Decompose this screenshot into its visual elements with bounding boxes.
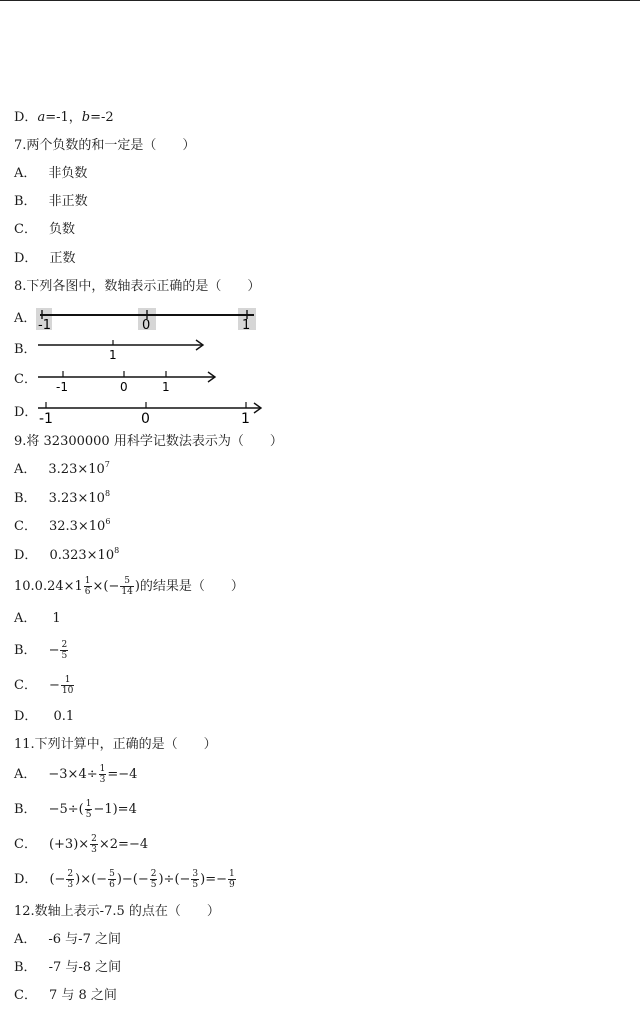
fraction (66, 869, 74, 890)
fraction (60, 640, 68, 661)
value-b: =-2 (90, 110, 114, 125)
stem-text: ×(− (92, 579, 120, 594)
fraction (99, 764, 107, 785)
q9-option-d (14, 547, 119, 565)
option-text: -6 与-7 之间 (48, 932, 121, 947)
expr-text: )−(− (116, 872, 149, 887)
q12-option-a (14, 931, 121, 949)
expr-text: ×2=−4 (98, 837, 149, 852)
stem-text: )的结果是（ ） (134, 579, 244, 594)
option-label: D． (14, 251, 38, 266)
value-a: =-1， (45, 110, 82, 125)
denominator: 3 (99, 775, 106, 785)
denominator: 10 (61, 686, 74, 696)
denominator: 5 (61, 651, 68, 661)
q6-option-d (14, 109, 114, 127)
fraction (108, 869, 116, 890)
q10-option-a (14, 610, 61, 628)
option-text: 负数 (48, 222, 75, 237)
option-text: 32.3×10 (48, 519, 106, 534)
option-text: 1 (52, 611, 61, 626)
option-label: D． (14, 709, 38, 724)
q7-option-b (14, 193, 88, 211)
minus-sign: − (48, 678, 60, 693)
fraction (150, 869, 158, 890)
q8-option-c-label: C． (14, 372, 37, 387)
expr-text: =−4 (107, 767, 138, 782)
denominator: 5 (85, 810, 92, 820)
q7-option-d (14, 250, 75, 268)
tick-label: -1 (38, 318, 51, 332)
denominator: 9 (229, 880, 235, 890)
numerator: 1 (85, 799, 92, 809)
option-label: B． (14, 491, 37, 506)
number-line-c (36, 366, 221, 394)
expr-text: )÷(− (158, 872, 191, 887)
denominator: 14 (121, 587, 133, 597)
option-label: C． (14, 678, 37, 693)
option-label: A． (14, 166, 37, 181)
option-label: D． (14, 548, 38, 563)
option-text: -7 与-8 之间 (48, 960, 122, 975)
q11-option-b (14, 797, 137, 823)
option-label: B． (14, 643, 37, 658)
q7-stem: 7.两个负数的和一定是（ ） (14, 138, 196, 153)
numerator: 2 (150, 869, 157, 879)
q8-option-a-label: A． (14, 311, 37, 326)
q12-option-b (14, 959, 121, 977)
tick-label: 0 (120, 380, 128, 394)
denominator: 6 (109, 880, 115, 890)
denominator: 5 (192, 880, 199, 890)
expr-text: )=− (200, 872, 228, 887)
fraction (120, 576, 133, 597)
exponent: 6 (105, 517, 111, 526)
q10-option-b (14, 638, 69, 664)
tick-label: -1 (56, 380, 68, 394)
q8-option-d-label: D． (14, 405, 38, 420)
number-line-b (36, 335, 211, 361)
numerator: 3 (192, 869, 199, 879)
numerator: 1 (99, 764, 106, 774)
tick-label: 0 (142, 318, 151, 332)
numerator: 2 (91, 834, 97, 844)
option-text: 非正数 (48, 194, 88, 209)
numerator: 2 (67, 869, 74, 879)
fraction (84, 576, 92, 597)
numerator: 1 (229, 869, 235, 879)
option-label: A． (14, 932, 37, 947)
tick-label: 1 (241, 411, 250, 426)
denominator: 3 (67, 880, 74, 890)
numerator: 2 (61, 640, 68, 650)
option-label: D． (14, 872, 38, 887)
q11-option-c (14, 832, 148, 858)
numerator: 5 (120, 576, 133, 587)
exponent: 8 (104, 489, 111, 498)
option-text: 3.23×10 (48, 491, 105, 506)
expr-text: −1)=4 (93, 802, 137, 817)
fraction (85, 799, 93, 820)
option-label: A． (14, 462, 37, 477)
q10-option-c (14, 673, 75, 699)
numerator: 1 (84, 576, 91, 586)
option-label: C． (14, 988, 37, 1003)
option-label: A． (14, 611, 37, 626)
q11-option-d (14, 867, 237, 893)
expr-text: −5÷( (48, 802, 84, 817)
q8-option-b-label: B． (14, 342, 37, 357)
number-line-d (36, 398, 268, 426)
q12-option-c (14, 987, 117, 1005)
tick-label: 1 (109, 348, 117, 361)
fraction (228, 869, 236, 890)
q9-option-c (14, 518, 110, 536)
option-text: 7 与 8 之间 (48, 988, 117, 1003)
numerator: 5 (109, 869, 115, 879)
option-text: 0.323×10 (49, 548, 115, 563)
option-label: C． (14, 222, 37, 237)
option-label: D． (14, 110, 38, 125)
option-label: C． (14, 519, 37, 534)
option-text: 非负数 (48, 166, 88, 181)
tick-label: 1 (162, 380, 170, 394)
expr-text: −3×4÷ (48, 767, 98, 782)
q7-option-a (14, 165, 87, 183)
number-line-a (36, 306, 266, 332)
denominator: 5 (150, 880, 157, 890)
fraction (61, 675, 74, 696)
numerator: 1 (61, 675, 74, 686)
expr-text: (+3)× (48, 837, 90, 852)
expr-text: )×(− (75, 872, 108, 887)
option-text: 正数 (49, 251, 76, 266)
fraction (191, 869, 199, 890)
q10-stem (14, 575, 244, 599)
denominator: 6 (84, 587, 91, 597)
q10-option-d (14, 708, 74, 726)
q11-stem: 11.下列计算中，正确的是（ ） (14, 737, 217, 752)
option-label: B． (14, 802, 37, 817)
variable-a: a (37, 110, 46, 125)
top-border-line (0, 0, 640, 1)
option-label: C． (14, 837, 37, 852)
q9-stem: 9.将 32300000 用科学记数法表示为（ ） (14, 434, 283, 449)
tick-label: -1 (39, 411, 53, 426)
option-label: B． (14, 194, 37, 209)
denominator: 3 (91, 845, 97, 855)
q8-stem: 8.下列各图中，数轴表示正确的是（ ） (14, 279, 261, 294)
option-text: 0.1 (53, 709, 75, 724)
q7-option-c (14, 221, 75, 239)
tick-label: 1 (242, 318, 251, 332)
q11-option-a (14, 762, 137, 788)
fraction (90, 834, 98, 855)
exponent: 8 (114, 546, 120, 555)
minus-sign: − (48, 643, 60, 658)
stem-text: 10.0.24×1 (14, 579, 83, 594)
q9-option-b (14, 490, 110, 508)
q12-stem: 12.数轴上表示-7.5 的点在（ ） (14, 904, 220, 919)
option-label: B． (14, 960, 37, 975)
option-label: A． (14, 767, 37, 782)
exponent: 7 (104, 460, 110, 469)
expr-text: (− (49, 872, 66, 887)
tick-label: 0 (141, 411, 150, 426)
variable-b: b (81, 110, 91, 125)
option-text: 3.23×10 (48, 462, 105, 477)
q9-option-a (14, 461, 110, 479)
